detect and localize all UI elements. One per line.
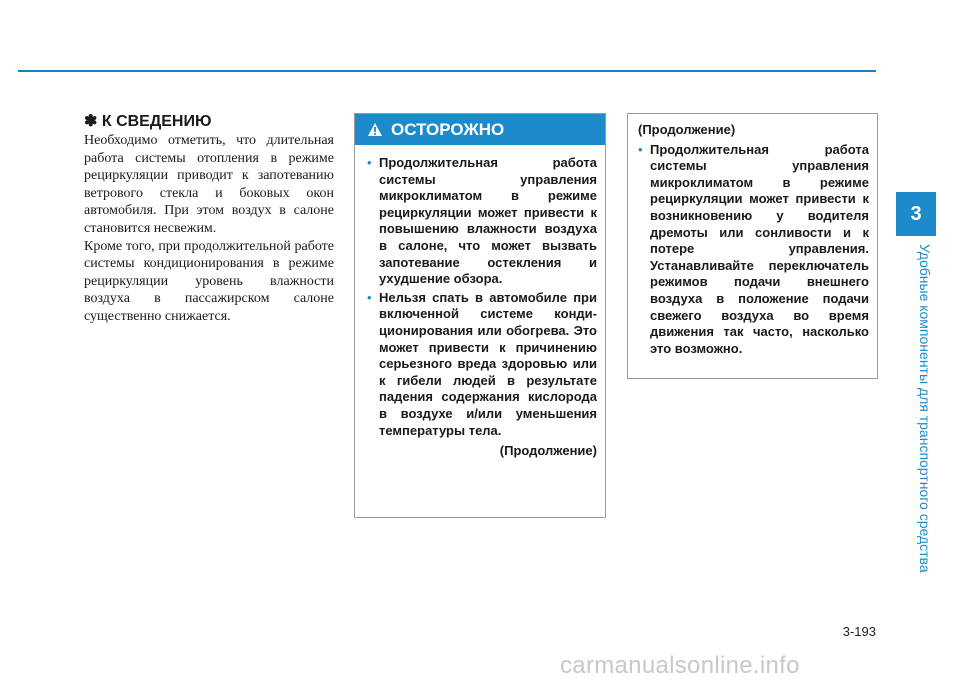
continuation-bullet-text: Продолжительная работа системы управления микроклиматом в режиме рециркуляции может привести к возникновению у водителя дремоты или сонливости и к потере управления. Устанавливайте переключатель режимов подачи внешнего воздуха в положение подачи свежего воздуха во время движения так часто, насколько это возможно. [650, 141, 869, 356]
warning-bullet-1 [367, 155, 597, 288]
warning-bullet-text: Нельзя спать в автомобиле при включенной системе конди-ционирования или обогрева. Это может привести к причинению серьезного вреда здоровью или к гибели людей в результате падения содержания кислорода в воздухе и/или уменьшения температуры тела. [379, 289, 597, 438]
bullet-dot-icon: • [367, 155, 372, 170]
page-number: 3-193 [842, 624, 876, 639]
warning-triangle-icon [367, 122, 383, 137]
info-note [84, 111, 334, 326]
note-heading: ✽ К СВЕДЕНИЮ [84, 113, 212, 130]
note-paragraph-1: Необходимо отметить, что длительная работа системы отопления в режиме рециркуляции приводит к запотеванию ветрового стекла и боковых окон автомобиля. При этом воздух в салоне становится несвежим. [84, 133, 334, 236]
note-paragraph-2: Кроме того, при продолжительной работе системы кондиционирования в режиме рециркуляции уровень влажности воздуха в пассажирском салоне существенно снижается. [84, 238, 334, 324]
warning-bullet-2 [367, 290, 597, 439]
warning-title: ОСТОРОЖНО [391, 119, 505, 139]
chapter-title: Удобные компоненты для транспортного средства [917, 244, 933, 573]
watermark: carmanualsonline.info [560, 652, 800, 679]
warning-box [354, 113, 606, 518]
warning-header [355, 114, 605, 145]
warning-continued: (Продолжение) [499, 443, 597, 459]
warning-bullet-text: Продолжительная работа системы управления микроклиматом в режиме рециркуляции может привести к повышению влажности воздуха в салоне, что может вызвать запотевание остекления и ухудшение обзора. [379, 155, 597, 287]
chapter-number: 3 [910, 202, 922, 225]
bullet-dot-icon: • [367, 289, 372, 305]
bullet-dot-icon: • [638, 141, 643, 157]
continuation-heading: (Продолжение) [638, 122, 736, 137]
warning-list [355, 155, 605, 439]
continuation-box [627, 113, 878, 379]
continuation-bullet [638, 142, 869, 358]
top-divider [18, 70, 876, 72]
chapter-tab [896, 192, 936, 236]
